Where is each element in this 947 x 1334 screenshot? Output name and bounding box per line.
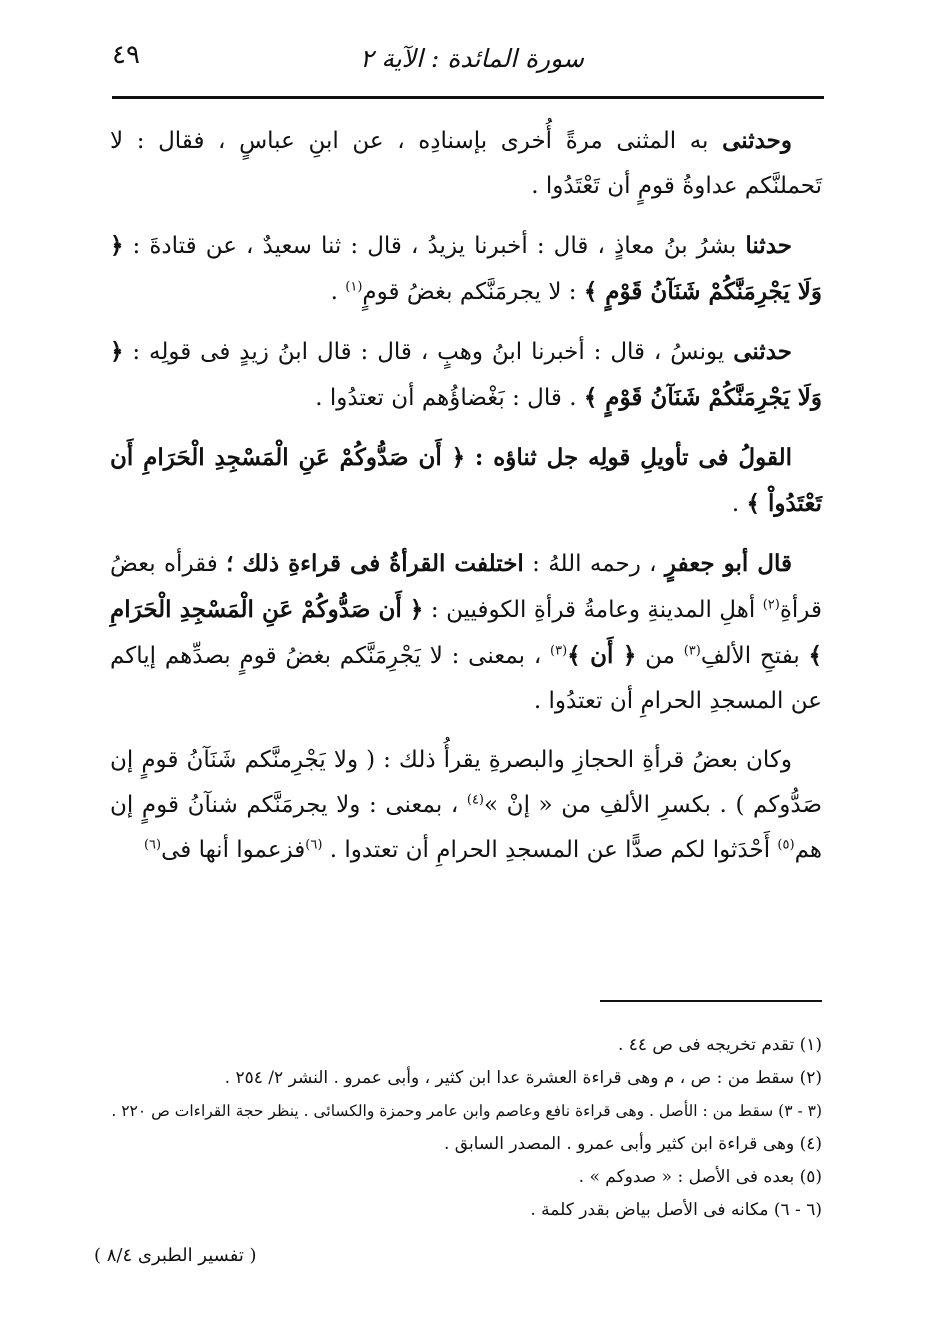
paragraph-text: وكان بعضُ قرأةِ الحجازِ والبصرةِ يقرأُ ذلك : [375, 747, 792, 773]
footnote-ref: (٥) [777, 837, 795, 853]
surah-title: سورة المائدة : الآية ٢ [359, 44, 584, 73]
author-lead: قال أبو جعفرٍ [664, 550, 792, 577]
footnote-ref: (٤) [466, 792, 484, 808]
paragraph-4 [110, 435, 822, 527]
footnote-3: (٣ - ٣) سقط من : الأصل . وهى قراءة نافع وعاصم وابن عامر وحمزة والكسائى . ينظر حجة القراءات ص ٢٢٠ . [111, 1102, 822, 1120]
footnote-ref: (٣) [683, 643, 701, 659]
quran-verse: ﴿ أَن صَدُّوكُمْ عَنِ الْمَسْجِدِ الْحَرَامِ ﴾ [110, 596, 823, 669]
paragraph-6 [110, 738, 822, 873]
header-rule [112, 96, 824, 99]
paragraph-3 [110, 329, 822, 421]
quran-verse: ﴿ وَلَا يَجْرِمَنَّكُمْ شَنَآنُ قَوْمٍ ﴾ [110, 338, 822, 411]
paragraph-text: من [636, 643, 684, 669]
narration-lead: وحدثنى [722, 127, 792, 154]
bold-statement: اختلفت القرأةُ فى قراءةِ ذلك ؛ [226, 550, 524, 577]
paragraph-text: فزعموا أنها فى [161, 837, 306, 863]
narration-lead: حدثنى [733, 338, 792, 365]
paragraph-text: أهلِ المدينةِ وعامةُ قرأةِ الكوفيين : [423, 597, 763, 623]
paragraph-5 [110, 541, 822, 724]
paragraph-text: بفتحِ الألفِ [700, 643, 809, 669]
paragraph-text: ، بمعنى : ولا يجرمَنَّكم شنآنُ قومٍ إن هم [110, 792, 822, 863]
paragraph-2 [110, 223, 822, 315]
quran-word: ﴿ أَن ﴾ [567, 642, 637, 669]
quran-verse: ﴿ أَن صَدُّوكُمْ عَنِ الْمَسْجِدِ الْحَرَامِ أَن تَعْتَدُواْ ﴾ [110, 444, 822, 517]
paragraph-text: . قال : بَغْضاؤُهم أن تعتدُوا . [315, 385, 584, 411]
narration-lead: حدثنا [745, 232, 792, 259]
paragraph-1 [110, 118, 822, 209]
page-header [112, 30, 824, 90]
paragraph-text: أَحْدَثوا لكم صدًّا عن المسجدِ الحرامِ أن تعتدوا . [322, 837, 778, 863]
page-number: ٤٩ [112, 40, 140, 70]
footnote-ref: (١) [345, 279, 363, 295]
footnote-6: (٦ - ٦) مكانه فى الأصل بياض بقدر كلمة . [530, 1200, 822, 1220]
footnote-ref: (٣) [550, 643, 568, 659]
footnote-1: (١) تقدم تخريجه فى ص ٤٤ . [617, 1035, 822, 1055]
paragraph-text: : لا يجرمَنَّكم بغضُ قومٍ [362, 279, 584, 305]
footnote-ref: (٦) [305, 837, 323, 853]
section-heading: القولُ فى تأويلِ قولِه جل ثناؤه : [465, 444, 793, 471]
footnote-2: (٢) سقط من : ص ، م وهى قراءة العشرة عدا ابن كثير ، وأبى عمرو . النشر ٢/ ٢٥٤ . [224, 1068, 822, 1088]
paragraph-text: ، رحمه اللهُ : [523, 551, 665, 577]
paragraph-text: . [330, 279, 346, 305]
reading-variant: ( ولا يَجْرِمنَّكم شَنَآنُ قومٍ إن صَدُّوكم ) [110, 747, 822, 818]
main-text [110, 118, 822, 887]
paragraph-text: بشرُ بنُ معاذٍ ، قال : أخبرنا يزيدُ ، قال : ثنا سعيدٌ ، عن قتادةَ : [123, 233, 746, 259]
footnote-rule [600, 1000, 822, 1002]
footnote-5: (٥) بعده فى الأصل : « صدوكم » . [578, 1167, 822, 1187]
paragraph-text: به المثنى مرةً أُخرى بإسنادِه ، عن ابنِ عباسٍ ، فقال : لا تَحملنَّكم عداوةُ قومٍ أن تَعْتَدُوا . [110, 128, 822, 199]
quran-verse: ﴿ وَلَا يَجْرِمَنَّكُمْ شَنَآنُ قَوْمٍ ﴾ [110, 232, 822, 305]
paragraph-text: يونسُ ، قال : أخبرنا ابنُ وهبٍ ، قال : قال ابنُ زيدٍ فى قولِه : [123, 339, 734, 365]
footnotes [100, 1030, 822, 1228]
paragraph-text: . [731, 491, 747, 517]
paragraph-text: . بكسرِ الألفِ من « إنْ » [484, 792, 736, 818]
footnote-ref: (٦) [143, 837, 162, 853]
volume-mark: ( تفسير الطبرى ٨/٤ ) [94, 1245, 257, 1266]
paragraph-text: ، بمعنى : لا يَجْرِمَنَّكم بغضُ قومٍ بصدِّهم إياكم عن المسجدِ الحرامِ أن تعتدُوا . [110, 643, 822, 714]
paragraph-text: فقرأه بعضُ قرأةِ [110, 551, 822, 623]
footnote-ref: (٢) [762, 597, 780, 613]
footnote-4: (٤) وهى قراءة ابن كثير وأبى عمرو . المصدر السابق . [443, 1134, 822, 1154]
